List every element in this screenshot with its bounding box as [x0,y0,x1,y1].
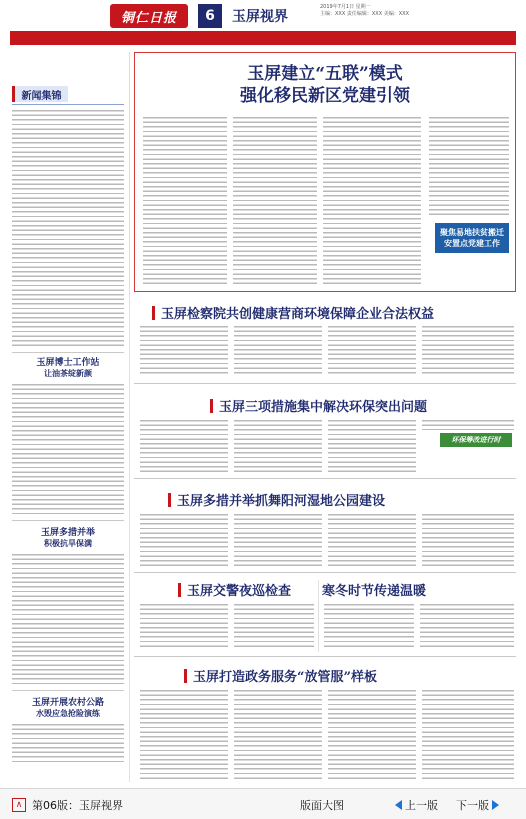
page-number-badge: 6 [198,4,222,28]
divider [12,520,124,521]
lead-photo-caption [435,223,509,253]
photo-caption-line2: 安置点党建工作 [444,239,500,248]
story5-text-col1 [324,604,414,650]
page-overview-link[interactable]: 版面大图 [300,799,344,812]
headline-marker [168,493,171,507]
left-article-3[interactable] [12,698,124,719]
headline-winter-warmth-text: 寒冬时节传递温暖 [322,584,427,599]
headline-wetland-text: 玉屏多措并举抓舞阳河湿地公园建设 [177,494,386,509]
headline-marker [184,669,187,683]
news-roundup-box[interactable] [12,78,124,348]
lead-text-col4 [429,117,509,217]
left-article-1-text [12,384,124,514]
arrow-left-icon [395,800,402,810]
headline-winter-warmth[interactable] [322,580,426,599]
masthead-meta [320,4,515,18]
column-separator [129,52,130,782]
column-separator [318,580,319,652]
lead-headline-line1: 玉屏建立“五联”模式 [247,64,403,84]
divider [134,383,516,384]
lead-headline-line2: 强化移民新区党建引领 [240,86,410,106]
left-article-2-sub: 积极抗旱保满 [44,539,92,548]
left-article-2-text [12,554,124,686]
left-article-3-head: 玉屏开展农村公路 [31,698,104,708]
left-article-1-sub: 让油茶绽新颜 [44,369,92,378]
section-title: 玉屏视界 [232,9,288,25]
headline-wetland[interactable] [168,490,385,509]
headline-marker [152,306,155,320]
left-article-2-head: 玉屏多措并举 [40,528,95,538]
story1-text-col1 [140,326,228,376]
left-article-3-sub: 水毁应急抢险演练 [36,709,100,718]
story3-text-col4 [422,514,514,566]
story3-text-col1 [140,514,228,566]
story3-text-col3 [328,514,416,566]
story5-text-col2 [420,604,514,650]
divider [12,690,124,691]
lead-text-col1 [143,117,227,287]
headline-marker [210,399,213,413]
headline-traffic-police[interactable] [178,580,291,599]
masthead-red-bar [10,31,516,45]
previous-page-button[interactable] [395,797,438,813]
story1-text-col4 [422,326,514,376]
page-up-icon[interactable]: ∧ [12,798,26,812]
headline-traffic-police-text: 玉屏交警夜巡检查 [187,584,292,599]
left-article-2[interactable] [12,528,124,549]
story4-text-col2 [234,604,314,650]
arrow-right-icon [492,800,499,810]
divider [134,572,516,573]
story6-text-col3 [328,690,416,780]
photo-caption-line1: 聚焦易地扶贫搬迁 [440,228,504,237]
previous-page-label: 上一版 [405,799,438,812]
story4-text-col1 [140,604,228,650]
story1-text-col2 [234,326,322,376]
headline-environment[interactable] [210,396,427,415]
current-page-label[interactable]: 第06版：玉屏视界 [32,799,123,812]
headline-government-service-text: 玉屏打造政务服务“放管服”样板 [193,670,377,685]
news-roundup-text [12,110,124,346]
left-column [12,78,124,768]
left-article-1[interactable] [12,358,124,379]
lead-text-col3 [323,117,421,287]
next-page-button[interactable] [456,797,499,813]
story1-text-col3 [328,326,416,376]
masthead-editors: 主编：XXX 责任编辑：XXX 美编：XXX [320,11,410,17]
page-navigation-bar [0,788,526,819]
story3-text-col2 [234,514,322,566]
left-article-1-head: 玉屏博士工作站 [36,358,100,368]
story6-text-col1 [140,690,228,780]
headline-government-service[interactable] [184,666,377,685]
lead-headline [135,63,515,107]
story2-text-col3 [328,420,416,472]
story2-text-col4 [422,420,514,430]
headline-procuratorate[interactable] [152,303,434,322]
lead-text-col2 [233,117,317,287]
headline-environment-text: 玉屏三项措施集中解决环保突出问题 [219,400,428,415]
story2-text-col1 [140,420,228,472]
left-article-3-text [12,724,124,764]
headline-marker [178,583,181,597]
lead-story[interactable] [134,52,516,292]
divider [12,352,124,353]
divider [134,656,516,657]
next-page-label: 下一版 [456,799,489,812]
headline-procuratorate-text: 玉屏检察院共创健康营商环境保障企业合法权益 [161,307,435,322]
environment-badge: 环保筹改进行时 [440,433,512,447]
story6-text-col4 [422,690,514,780]
story6-text-col2 [234,690,322,780]
story2-text-col2 [234,420,322,472]
masthead [0,0,526,50]
masthead-date: 2019年7月1日 星期一 [320,4,371,10]
news-roundup-title: 新闻集锦 [12,86,68,102]
newspaper-logo: 铜仁日报 [110,4,188,28]
divider [134,478,516,479]
